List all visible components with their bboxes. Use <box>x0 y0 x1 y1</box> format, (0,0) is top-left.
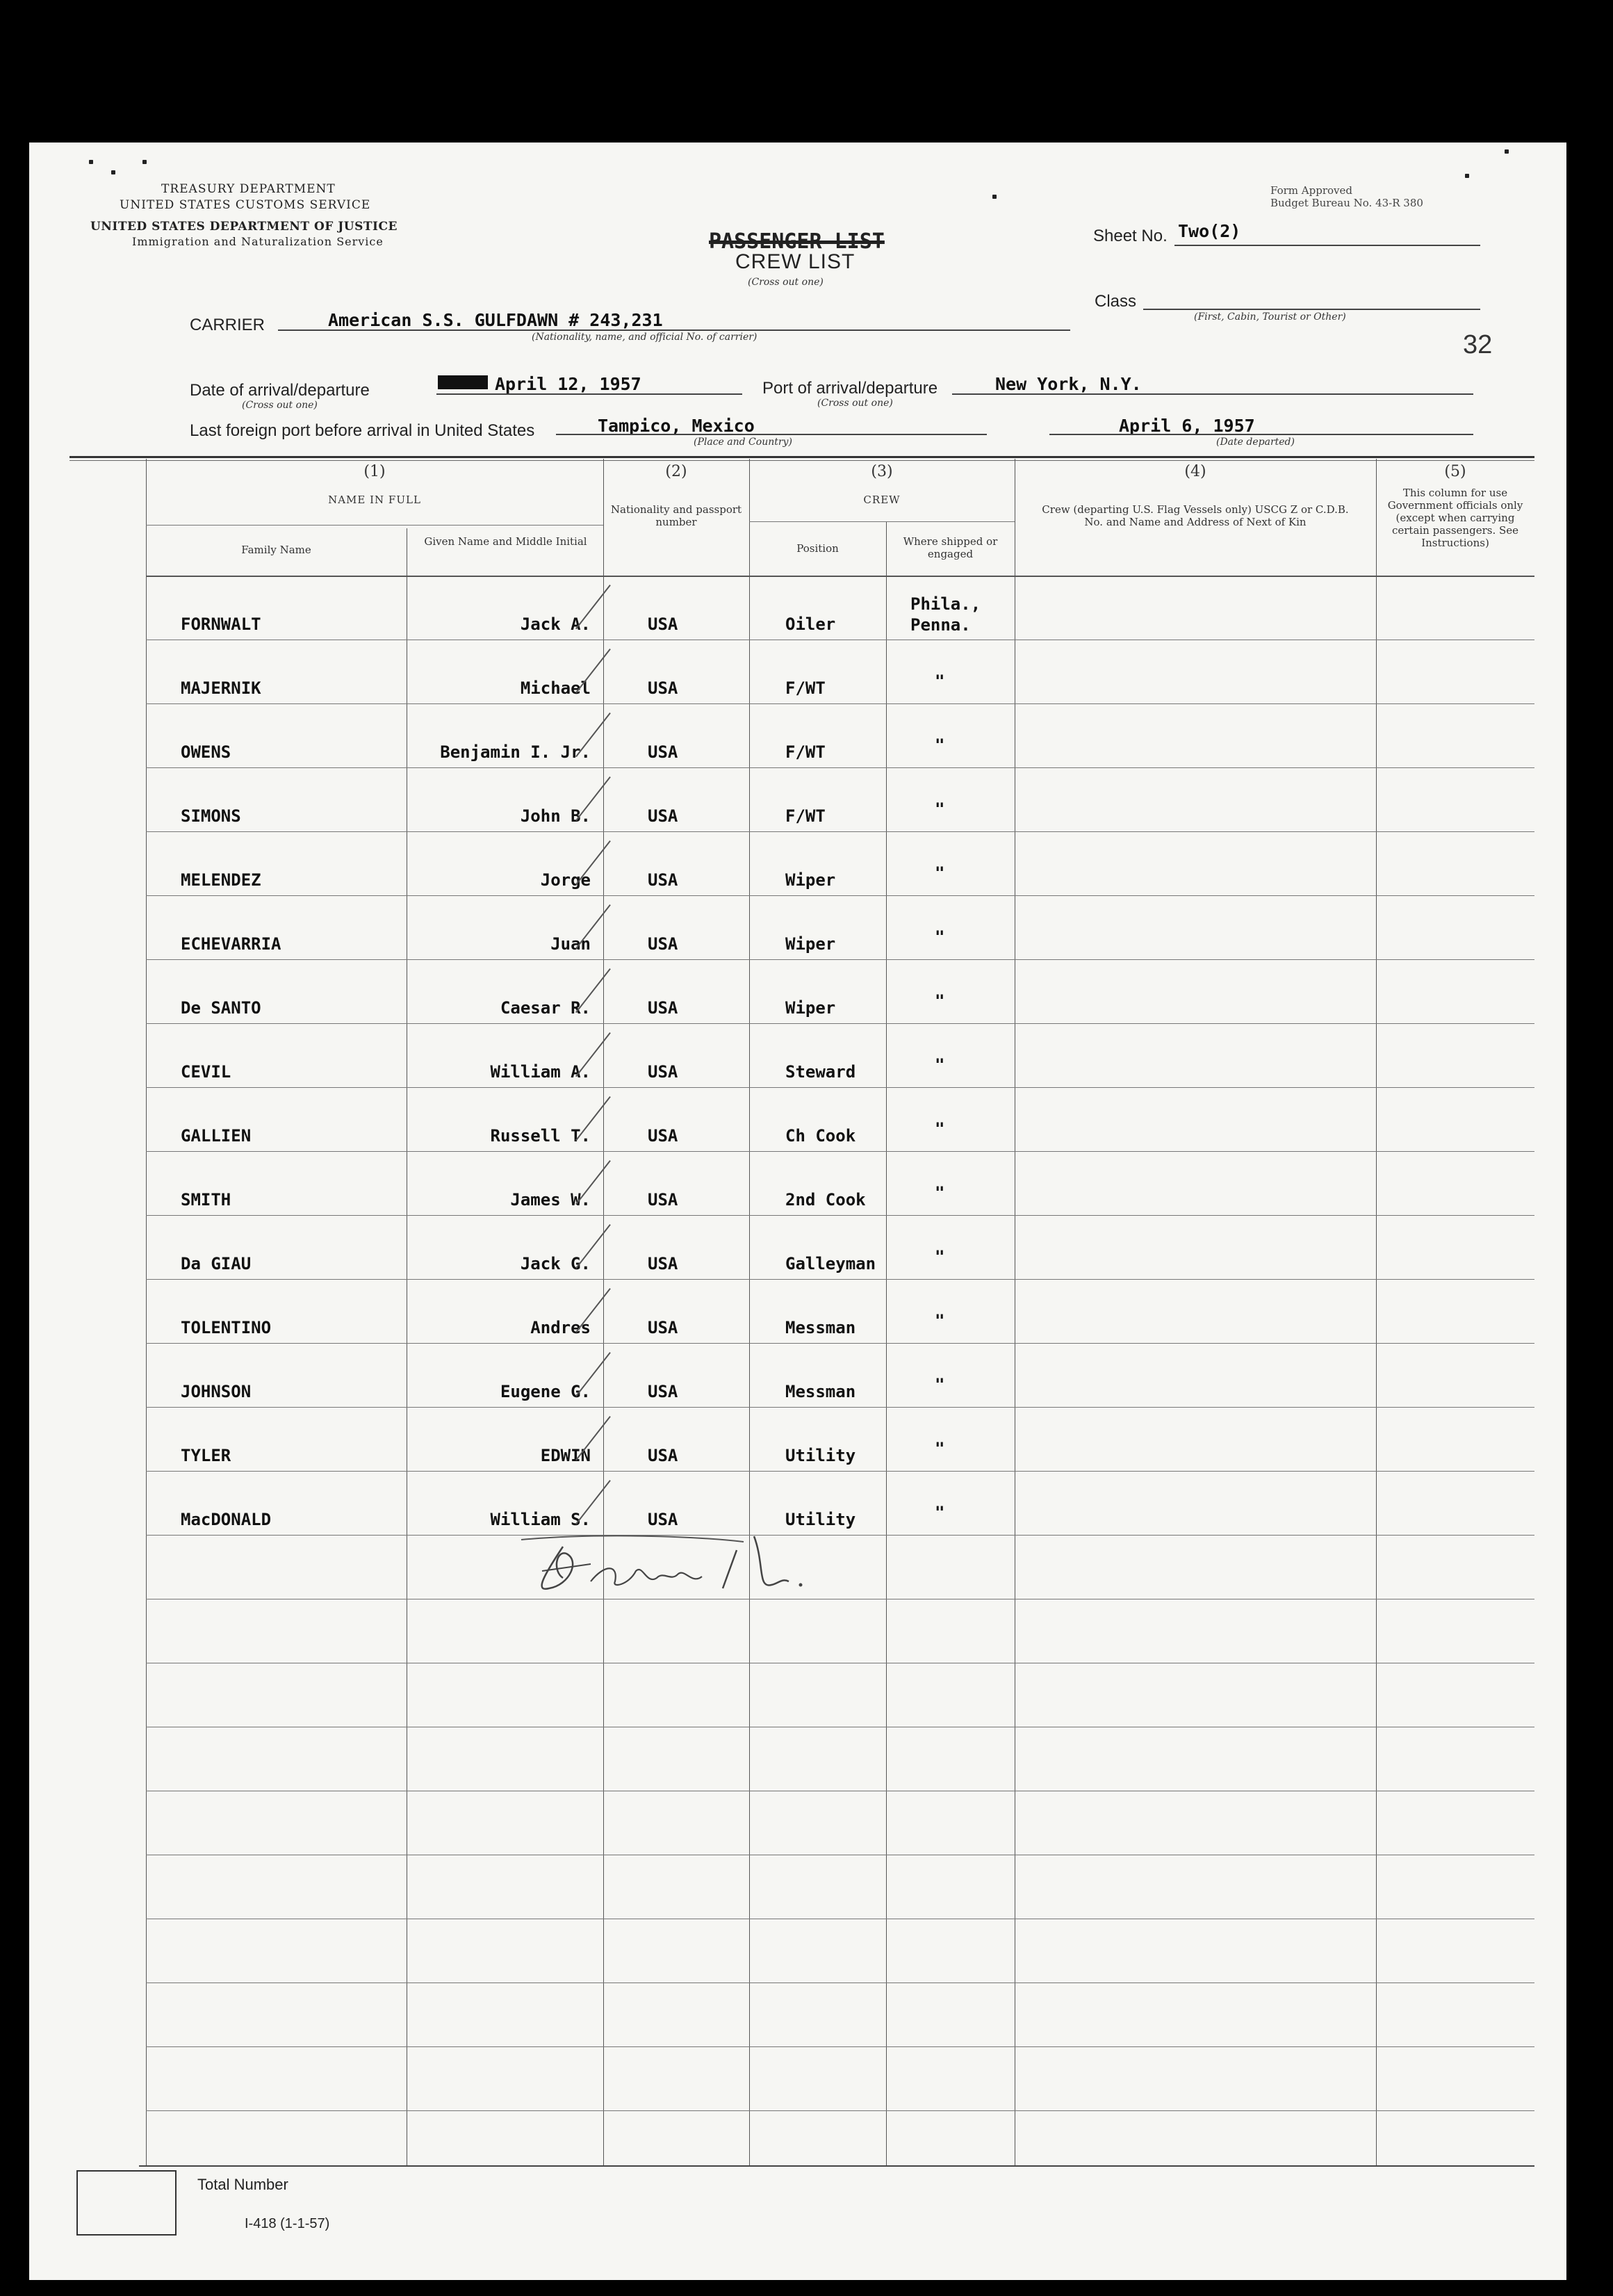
row-rule <box>146 895 1534 896</box>
position-cell: F/WT <box>785 678 826 698</box>
header-subrule-names <box>146 525 603 526</box>
port-arrival-caption: (Cross out one) <box>817 398 893 409</box>
check-mark-icon <box>575 904 611 949</box>
nationality-cell: USA <box>648 1318 678 1337</box>
check-mark-icon <box>575 1416 611 1460</box>
nationality-cell: USA <box>648 614 678 634</box>
date-arrival-label: Date of arrival/departure <box>190 381 370 400</box>
where-shipped-cell: " <box>935 1055 945 1075</box>
family-name-cell: SMITH <box>181 1190 231 1210</box>
position-cell: F/WT <box>785 742 826 762</box>
check-mark-icon <box>575 1096 611 1141</box>
family-name-cell: MacDONALD <box>181 1510 272 1529</box>
position-cell: Wiper <box>785 934 836 954</box>
ins-service: Immigration and Naturalization Service <box>132 235 384 248</box>
department-of-justice: UNITED STATES DEPARTMENT OF JUSTICE <box>90 220 398 234</box>
last-port-underline <box>556 434 987 435</box>
check-mark-icon <box>575 1224 611 1269</box>
position-cell: Steward <box>785 1062 856 1082</box>
position-cell: Ch Cook <box>785 1126 856 1146</box>
budget-bureau: Budget Bureau No. 43-R 380 <box>1270 197 1423 209</box>
date-arrival-value: April 12, 1957 <box>495 374 641 394</box>
position-cell: Utility <box>785 1510 856 1529</box>
where-shipped-cell: " <box>935 735 945 755</box>
given-name-cell: William A. <box>490 1062 591 1082</box>
nationality-cell: USA <box>648 1190 678 1210</box>
family-name-cell: De SANTO <box>181 998 261 1018</box>
family-name-cell: GALLIEN <box>181 1126 252 1146</box>
position-cell: Galleyman <box>785 1254 876 1273</box>
family-name-cell: TOLENTINO <box>181 1318 272 1337</box>
date-struck-word <box>438 375 488 389</box>
passenger-list-struck: PASSENGER LIST <box>709 229 885 254</box>
sheet-underline <box>1174 245 1480 246</box>
date-arrival-caption: (Cross out one) <box>242 400 318 411</box>
family-name-cell: TYLER <box>181 1446 231 1465</box>
speck <box>1505 149 1509 154</box>
nationality-cell: USA <box>648 1382 678 1401</box>
last-port-value: Tampico, Mexico <box>598 416 755 436</box>
row-rule <box>146 1982 1534 1983</box>
form-approved: Form Approved <box>1270 184 1352 197</box>
col3-title: CREW <box>863 494 901 506</box>
position-cell: Oiler <box>785 614 836 634</box>
total-number-label: Total Number <box>197 2176 288 2193</box>
table-top-rule <box>69 456 1534 458</box>
given-name-cell: Eugene G. <box>500 1382 591 1401</box>
row-rule <box>146 1023 1534 1024</box>
position-cell: 2nd Cook <box>785 1190 866 1210</box>
crew-list-title: CREW LIST <box>735 250 855 273</box>
col3-position: Position <box>796 542 839 555</box>
page-number: 32 <box>1463 330 1493 359</box>
given-name-cell: Jorge <box>540 870 591 890</box>
nationality-cell: USA <box>648 678 678 698</box>
nationality-cell: USA <box>648 870 678 890</box>
nationality-cell: USA <box>648 1510 678 1529</box>
speck <box>1465 174 1469 178</box>
header-bottom-rule <box>146 576 1534 577</box>
check-mark-icon <box>575 649 611 693</box>
class-underline <box>1143 309 1480 310</box>
row-rule <box>146 1343 1534 1344</box>
position-cell: Utility <box>785 1446 856 1465</box>
where-shipped-cell: " <box>935 1375 945 1394</box>
given-name-cell: John B. <box>520 806 591 826</box>
where-shipped-cell: " <box>935 1439 945 1458</box>
row-rule <box>146 1215 1534 1216</box>
position-cell: Messman <box>785 1318 856 1337</box>
family-name-cell: Da GIAU <box>181 1254 252 1273</box>
family-name-cell: FORNWALT <box>181 614 261 634</box>
where-shipped-cell: " <box>935 863 945 883</box>
col2-number: (2) <box>665 463 687 480</box>
nationality-cell: USA <box>648 1446 678 1465</box>
position-cell: Messman <box>785 1382 856 1401</box>
family-name-cell: CEVIL <box>181 1062 231 1082</box>
row-rule <box>146 1087 1534 1088</box>
carrier-underline <box>278 329 1070 331</box>
last-port-date-caption: (Date departed) <box>1216 437 1295 448</box>
family-name-cell: MAJERNIK <box>181 678 261 698</box>
date-underline <box>436 393 742 395</box>
cross-out-caption: (Cross out one) <box>748 277 824 288</box>
col3-where-shipped: Where shipped or engaged <box>903 535 998 560</box>
nationality-cell: USA <box>648 742 678 762</box>
where-shipped-cell: " <box>935 1311 945 1330</box>
nationality-cell: USA <box>648 1126 678 1146</box>
col-border-kin <box>1376 459 1377 2165</box>
given-name-cell: James W. <box>510 1190 591 1210</box>
row-rule <box>146 831 1534 832</box>
speck <box>111 170 115 174</box>
where-shipped-cell: " <box>935 799 945 819</box>
check-mark-icon <box>575 968 611 1013</box>
sheet-value: Two(2) <box>1178 221 1241 241</box>
position-cell: F/WT <box>785 806 826 826</box>
nationality-cell: USA <box>648 1062 678 1082</box>
speck <box>89 160 93 164</box>
check-mark-icon <box>575 713 611 757</box>
row-rule <box>146 703 1534 704</box>
row-rule <box>146 2110 1534 2111</box>
row-rule <box>146 1407 1534 1408</box>
col1-title: NAME IN FULL <box>328 494 421 506</box>
family-name-cell: ECHEVARRIA <box>181 934 281 954</box>
check-mark-icon <box>575 1160 611 1205</box>
col-border-left <box>146 459 147 2165</box>
col1-family-name: Family Name <box>241 544 311 556</box>
check-mark-icon <box>575 776 611 821</box>
treasury-department: TREASURY DEPARTMENT <box>161 182 336 196</box>
last-port-date-value: April 6, 1957 <box>1119 416 1255 436</box>
last-port-date-underline <box>1049 434 1473 435</box>
header-subrule-crew <box>749 521 1015 522</box>
given-name-cell: EDWIN <box>540 1446 591 1465</box>
speck <box>992 195 997 199</box>
given-name-cell: Jack G. <box>520 1254 591 1273</box>
row-rule <box>146 767 1534 768</box>
given-name-cell: William S. <box>490 1510 591 1529</box>
port-arrival-label: Port of arrival/departure <box>762 379 938 398</box>
port-underline <box>952 393 1473 395</box>
form-number: I-418 (1-1-57) <box>245 2216 330 2231</box>
given-name-cell: Andres <box>530 1318 591 1337</box>
class-caption: (First, Cabin, Tourist or Other) <box>1194 311 1346 323</box>
family-name-cell: OWENS <box>181 742 231 762</box>
col1-given-name: Given Name and Middle Initial <box>424 535 587 548</box>
col-border-nationality <box>749 459 750 2165</box>
check-mark-icon <box>575 1032 611 1077</box>
check-mark-icon <box>575 585 611 629</box>
sheet-label: Sheet No. <box>1093 227 1168 245</box>
where-shipped-cell: Phila., Penna. <box>910 594 981 635</box>
check-mark-icon <box>575 1352 611 1397</box>
handwritten-signature <box>514 1522 876 1620</box>
nationality-cell: USA <box>648 806 678 826</box>
class-label: Class <box>1095 292 1137 311</box>
given-name-cell: Michael <box>520 678 591 698</box>
check-mark-icon <box>575 1288 611 1333</box>
given-name-cell: Russell T. <box>490 1126 591 1146</box>
table-bottom-rule <box>139 2165 1534 2167</box>
row-rule <box>146 959 1534 960</box>
customs-service: UNITED STATES CUSTOMS SERVICE <box>120 198 371 212</box>
col5-title: This column for use Government officials only (except when carrying certain passengers. See Instructions) <box>1387 487 1523 549</box>
col4-number: (4) <box>1184 463 1206 480</box>
family-name-cell: MELENDEZ <box>181 870 261 890</box>
given-name-cell: Juan <box>550 934 591 954</box>
nationality-cell: USA <box>648 934 678 954</box>
last-port-label: Last foreign port before arrival in United States <box>190 421 535 440</box>
where-shipped-cell: " <box>935 927 945 947</box>
family-name-cell: JOHNSON <box>181 1382 252 1401</box>
speck <box>142 160 147 164</box>
row-rule <box>146 2046 1534 2047</box>
nationality-cell: USA <box>648 1254 678 1273</box>
check-mark-icon <box>575 1480 611 1524</box>
where-shipped-cell: " <box>935 991 945 1011</box>
where-shipped-cell: " <box>935 671 945 691</box>
row-rule <box>146 1471 1534 1472</box>
position-cell: Wiper <box>785 870 836 890</box>
where-shipped-cell: " <box>935 1119 945 1139</box>
where-shipped-cell: " <box>935 1183 945 1203</box>
check-mark-icon <box>575 840 611 885</box>
nationality-cell: USA <box>648 998 678 1018</box>
position-cell: Wiper <box>785 998 836 1018</box>
carrier-caption: (Nationality, name, and official No. of carrier) <box>532 332 758 343</box>
given-name-cell: Caesar R. <box>500 998 591 1018</box>
port-arrival-value: New York, N.Y. <box>995 374 1142 394</box>
where-shipped-cell: " <box>935 1503 945 1522</box>
row-rule <box>146 1151 1534 1152</box>
given-name-cell: Jack A. <box>520 614 591 634</box>
carrier-label: CARRIER <box>190 316 265 334</box>
col-border-names <box>603 459 604 2165</box>
total-number-box <box>76 2170 177 2236</box>
col3-number: (3) <box>871 463 893 480</box>
col4-title: Crew (departing U.S. Flag Vessels only) USCG Z or C.D.B. No. and Name and Address of Next of Kin <box>1042 503 1349 528</box>
row-rule <box>146 1279 1534 1280</box>
family-name-cell: SIMONS <box>181 806 241 826</box>
col5-number: (5) <box>1444 463 1466 480</box>
given-name-cell: Benjamin I. Jr. <box>440 742 591 762</box>
col1-number: (1) <box>363 463 386 480</box>
crew-table <box>146 459 1534 2172</box>
carrier-value: American S.S. GULFDAWN # 243,231 <box>328 310 663 330</box>
last-port-caption: (Place and Country) <box>694 437 792 448</box>
where-shipped-cell: " <box>935 1247 945 1267</box>
col2-title: Nationality and passport number <box>610 503 742 528</box>
